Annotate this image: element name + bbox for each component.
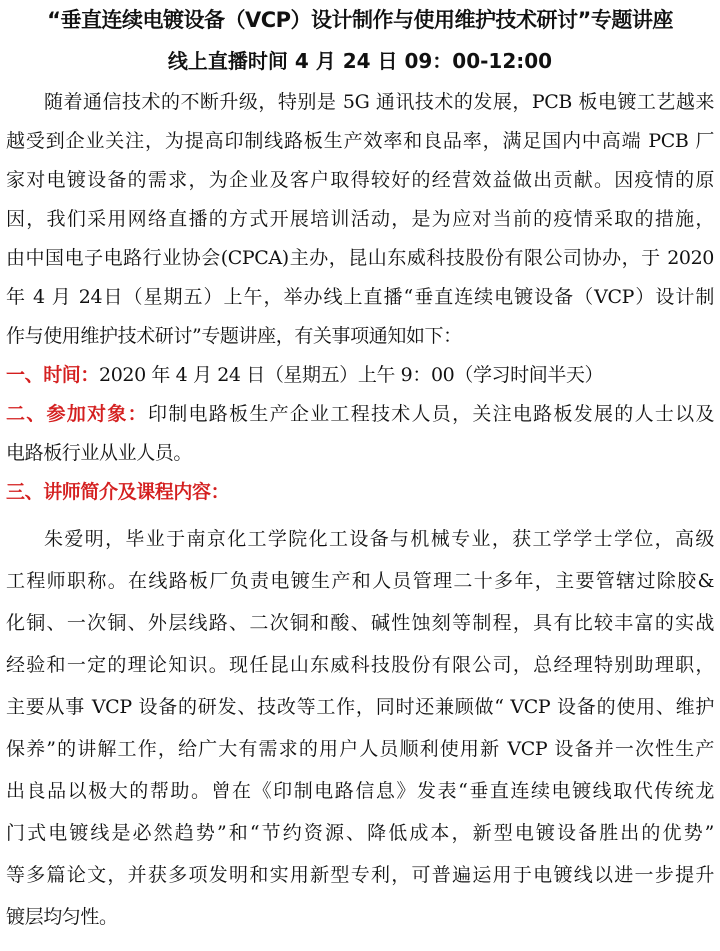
intro-line: 因，我们采用网络直播的方式开展培训活动，是为应对当前的疫情采取的措施， bbox=[6, 208, 714, 230]
bio-line: 等多篇论文，并获多项发明和实用新型专利，可普遍运用于电镀线以进一步提升 bbox=[6, 864, 714, 886]
section-heading-time: 一、时间： bbox=[6, 364, 100, 386]
section-audience bbox=[6, 401, 714, 427]
broadcast-time-subtitle: 线上直播时间 4 月 24 日 09：00-12:00 bbox=[167, 49, 553, 73]
section-audience-line: 电路板行业从业人员。 bbox=[6, 442, 193, 464]
section-audience-text: 印制电路板生产企业工程技术人员，关注电路板发展的人士以及 bbox=[147, 403, 714, 425]
intro-line: 家对电镀设备的需求，为企业及客户取得较好的经营效益做出贡献。因疫情的原 bbox=[6, 169, 714, 191]
document-title: “垂直连续电镀设备（VCP）设计制作与使用维护技术研讨”专题讲座 bbox=[47, 8, 673, 32]
section-lecturer bbox=[6, 479, 714, 505]
intro-line: 作与使用维护技术研讨”专题讲座，有关事项通知如下： bbox=[6, 325, 462, 347]
bio-line: 经验和一定的理论知识。现任昆山东威科技股份有限公司，总经理特别助理职， bbox=[6, 654, 714, 676]
bio-line: 门式电镀线是必然趋势”和“节约资源、降低成本，新型电镀设备胜出的优势” bbox=[6, 822, 714, 844]
intro-line: 年 4 月 24日（星期五）上午，举办线上直播“垂直连续电镀设备（VCP）设计制 bbox=[6, 286, 714, 308]
bio-line: 主要从事 VCP 设备的研发、技改等工作，同时还兼顾做“ VCP 设备的使用、维护 bbox=[6, 696, 714, 718]
bio-line: 保养”的讲解工作，给广大有需求的用户人员顺利使用新 VCP 设备并一次性生产 bbox=[6, 738, 714, 760]
intro-line: 随着通信技术的不断升级，特别是 5G 通讯技术的发展，PCB 板电镀工艺越来 bbox=[44, 91, 714, 113]
bio-line: 镀层均匀性。 bbox=[6, 906, 118, 928]
bio-line: 工程师职称。在线路板厂负责电镀生产和人员管理二十多年，主要管辖过除胶& bbox=[6, 570, 714, 592]
section-heading-lecturer: 三、讲师简介及课程内容： bbox=[6, 481, 230, 503]
bio-line: 朱爱明，毕业于南京化工学院化工设备与机械专业，获工学学士学位，高级 bbox=[44, 528, 714, 550]
intro-line: 由中国电子电路行业协会(CPCA)主办，昆山东威科技股份有限公司协办，于 2020 bbox=[6, 247, 714, 269]
bio-line: 化铜、一次铜、外层线路、二次铜和酸、碱性蚀刻等制程，具有比较丰富的实战 bbox=[6, 612, 714, 634]
section-time-value: 2020 年 4 月 24 日（星期五）上午 9：00（学习时间半天） bbox=[99, 364, 604, 386]
section-heading-audience: 二、参加对象： bbox=[6, 403, 148, 425]
bio-line: 出良品以极大的帮助。曾在《印制电路信息》发表“垂直连续电镀线取代传统龙 bbox=[6, 780, 714, 802]
intro-line: 越受到企业关注，为提高印制线路板生产效率和良品率，满足国内中高端 PCB 厂 bbox=[6, 130, 714, 152]
section-time bbox=[6, 362, 714, 388]
